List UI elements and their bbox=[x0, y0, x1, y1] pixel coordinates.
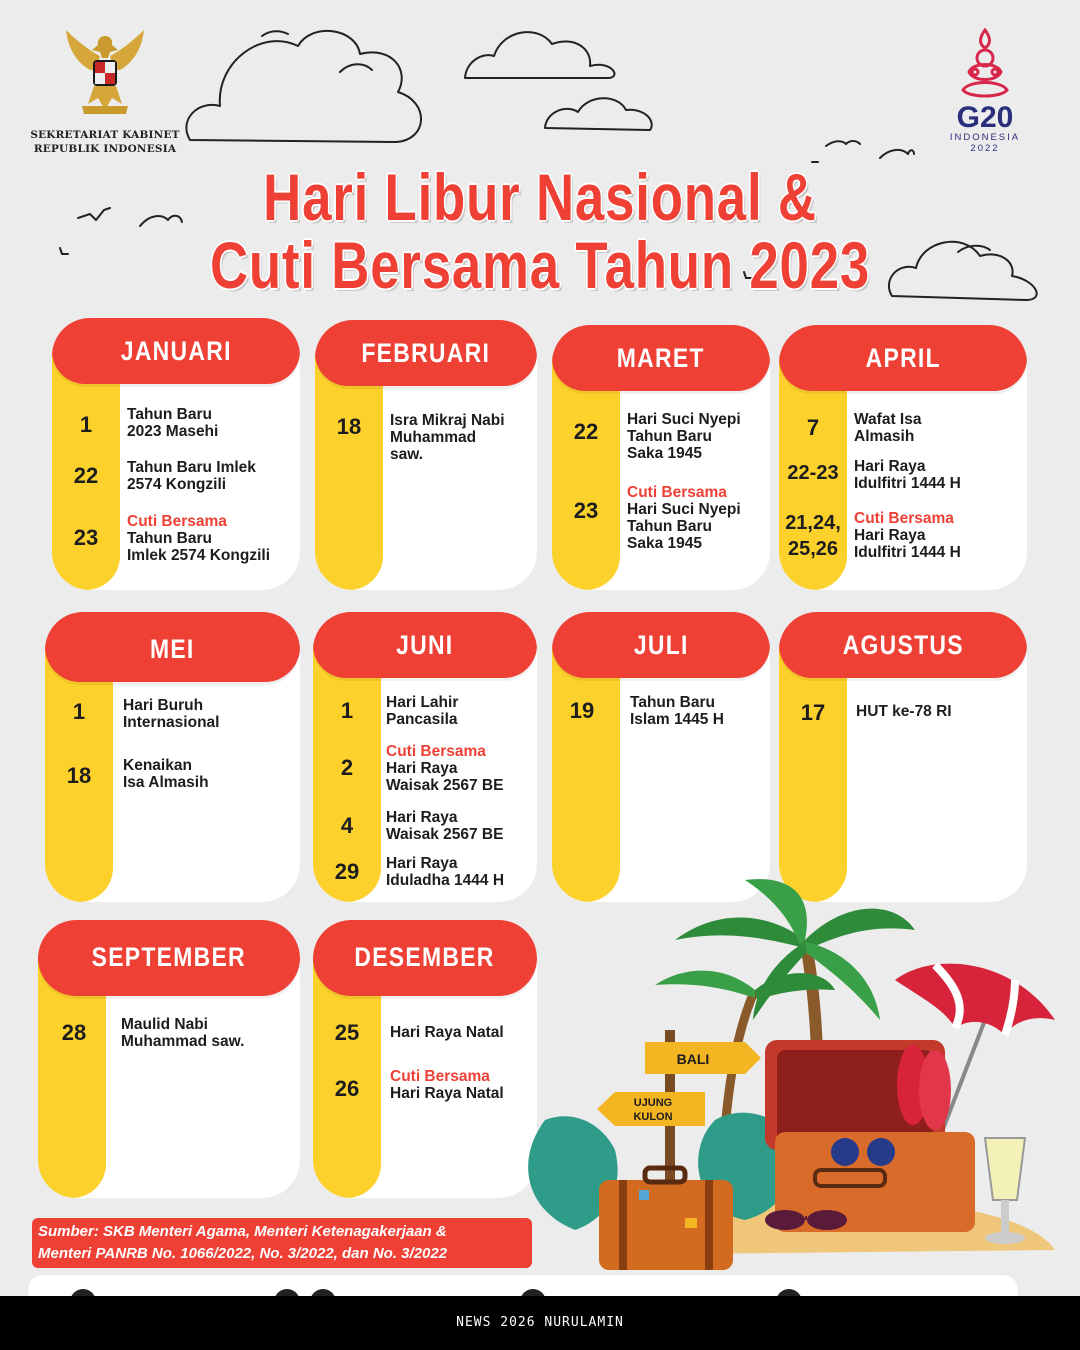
holiday-name: Tahun Baru Imlek 2574 Kongzili bbox=[127, 459, 256, 493]
month-card-april bbox=[779, 325, 1027, 590]
month-header: JULI bbox=[552, 612, 770, 678]
travel-illustration bbox=[515, 870, 1080, 1280]
holiday-name: Tahun Baru 2023 Masehi bbox=[127, 406, 219, 440]
source-line-2: Menteri PANRB No. 1066/2022, No. 3/2022, dan No. 3/2022 bbox=[38, 1245, 448, 1262]
holiday-date: 1 bbox=[79, 412, 93, 437]
date-strip bbox=[779, 642, 847, 902]
cuti-bersama-tag: Cuti Bersama bbox=[386, 743, 486, 760]
page-title-line-1: Hari Libur Nasional & bbox=[263, 160, 817, 234]
date-strip bbox=[315, 350, 383, 590]
month-card-maret bbox=[552, 325, 770, 590]
holiday-name: Isra Mikraj Nabi Muhammad saw. bbox=[390, 412, 505, 463]
g20-logo bbox=[930, 28, 1040, 154]
bird-icon bbox=[880, 150, 914, 158]
open-suitcase-icon bbox=[765, 1040, 975, 1232]
month-card-juni bbox=[313, 612, 537, 902]
month-header: MEI bbox=[45, 612, 300, 682]
holiday-name: Hari Raya Idulfitri 1444 H bbox=[854, 458, 961, 492]
date-strip bbox=[552, 642, 620, 902]
bird-icon bbox=[78, 208, 110, 220]
holiday-date: 18 bbox=[336, 414, 362, 439]
holiday-name: Wafat Isa Almasih bbox=[854, 411, 922, 445]
holiday-date: 29 bbox=[334, 859, 360, 884]
holiday-date: 2 bbox=[340, 755, 354, 780]
watermark-bar: NEWS 2026 NURULAMIN bbox=[0, 1296, 1080, 1350]
holiday-date: 22-23 bbox=[787, 462, 839, 484]
g20-ornament-icon bbox=[955, 28, 1015, 100]
holiday-date: 22 bbox=[73, 463, 99, 488]
org-line-2: REPUBLIK INDONESIA bbox=[33, 143, 177, 155]
holiday-date: 19 bbox=[569, 698, 595, 723]
month-card-agustus bbox=[779, 612, 1027, 902]
holiday-date: 26 bbox=[334, 1076, 360, 1101]
holiday-name: Hari Raya Waisak 2567 BE bbox=[386, 809, 504, 843]
month-card-september bbox=[38, 920, 300, 1198]
holiday-date: 18 bbox=[66, 763, 92, 788]
holiday-name: Cuti Bersama Tahun Baru Imlek 2574 Kongzili bbox=[127, 513, 294, 564]
cloud-icon bbox=[545, 98, 652, 130]
source-line-1: Sumber: SKB Menteri Agama, Menteri Ketenagakerjaan & bbox=[38, 1223, 447, 1240]
holiday-name: Hari Buruh Internasional bbox=[123, 697, 220, 731]
holiday-name: HUT ke-78 RI bbox=[856, 703, 952, 720]
bird-icon bbox=[826, 141, 860, 146]
holiday-name: Tahun Baru Islam 1445 H bbox=[630, 694, 724, 728]
sign-bali: BALI bbox=[676, 1051, 710, 1067]
month-header: AGUSTUS bbox=[779, 612, 1027, 678]
month-card-desember bbox=[313, 920, 537, 1198]
cloud-icon bbox=[465, 32, 614, 78]
month-header: JUNI bbox=[313, 612, 537, 678]
g20-year: 2022 bbox=[970, 143, 1000, 154]
holiday-name: Cuti Bersama Hari Suci Nyepi Tahun Baru Saka 1945 bbox=[627, 484, 764, 552]
cuti-bersama-tag: Cuti Bersama bbox=[390, 1068, 490, 1085]
holiday-name: Hari Raya Natal bbox=[390, 1024, 504, 1041]
holiday-name: Cuti Bersama Hari Raya Natal bbox=[390, 1068, 531, 1102]
month-header: APRIL bbox=[779, 325, 1027, 391]
month-header: JANUARI bbox=[52, 318, 300, 384]
holiday-date: 7 bbox=[806, 415, 820, 440]
holiday-date: 22 bbox=[573, 419, 599, 444]
holiday-date: 1 bbox=[340, 698, 354, 723]
org-line-1: SEKRETARIAT KABINET bbox=[30, 129, 180, 141]
suitcase-icon bbox=[599, 1168, 733, 1270]
sign-kulon: KULON bbox=[633, 1111, 673, 1123]
holiday-date: 17 bbox=[800, 700, 826, 725]
g20-country: INDONESIA bbox=[949, 132, 1021, 143]
month-card-mei bbox=[45, 612, 300, 902]
month-header: SEPTEMBER bbox=[38, 920, 300, 996]
holiday-name: Cuti Bersama Hari Raya Waisak 2567 BE bbox=[386, 743, 531, 794]
month-card-januari bbox=[52, 318, 300, 590]
month-header: MARET bbox=[552, 325, 770, 391]
org-block bbox=[20, 28, 190, 156]
source-note bbox=[32, 1218, 532, 1268]
holiday-date: 23 bbox=[573, 498, 599, 523]
cuti-bersama-tag: Cuti Bersama bbox=[627, 484, 727, 501]
holiday-name: Hari Lahir Pancasila bbox=[386, 694, 459, 728]
bird-icon bbox=[140, 216, 182, 226]
month-header: DESEMBER bbox=[313, 920, 537, 996]
holiday-date: 21,24, 25,26 bbox=[785, 512, 841, 560]
holiday-date: 23 bbox=[73, 525, 99, 550]
holiday-name: Kenaikan Isa Almasih bbox=[123, 757, 209, 791]
cloud-icon bbox=[186, 31, 421, 142]
garuda-emblem-icon bbox=[60, 28, 150, 118]
holiday-date: 25 bbox=[334, 1020, 360, 1045]
holiday-date: 1 bbox=[72, 699, 86, 724]
holiday-name: Hari Suci Nyepi Tahun Baru Saka 1945 bbox=[627, 411, 741, 462]
g20-name: G20 bbox=[956, 101, 1014, 134]
page-title-line-2: Cuti Bersama Tahun 2023 bbox=[209, 228, 871, 302]
month-card-juli bbox=[552, 612, 770, 902]
sign-ujung: UJUNG bbox=[633, 1097, 673, 1109]
month-card-februari bbox=[315, 320, 537, 590]
cuti-bersama-tag: Cuti Bersama bbox=[854, 510, 954, 527]
holiday-name: Maulid Nabi Muhammad saw. bbox=[121, 1016, 245, 1050]
cloud-icon bbox=[889, 242, 1037, 300]
cuti-bersama-tag: Cuti Bersama bbox=[127, 513, 227, 530]
month-header: FEBRUARI bbox=[315, 320, 537, 386]
holiday-date: 4 bbox=[340, 813, 354, 838]
holiday-date: 28 bbox=[61, 1020, 87, 1045]
holiday-name: Cuti Bersama Hari Raya Idulfitri 1444 H bbox=[854, 510, 1021, 561]
holiday-name: Hari Raya Iduladha 1444 H bbox=[386, 855, 505, 889]
